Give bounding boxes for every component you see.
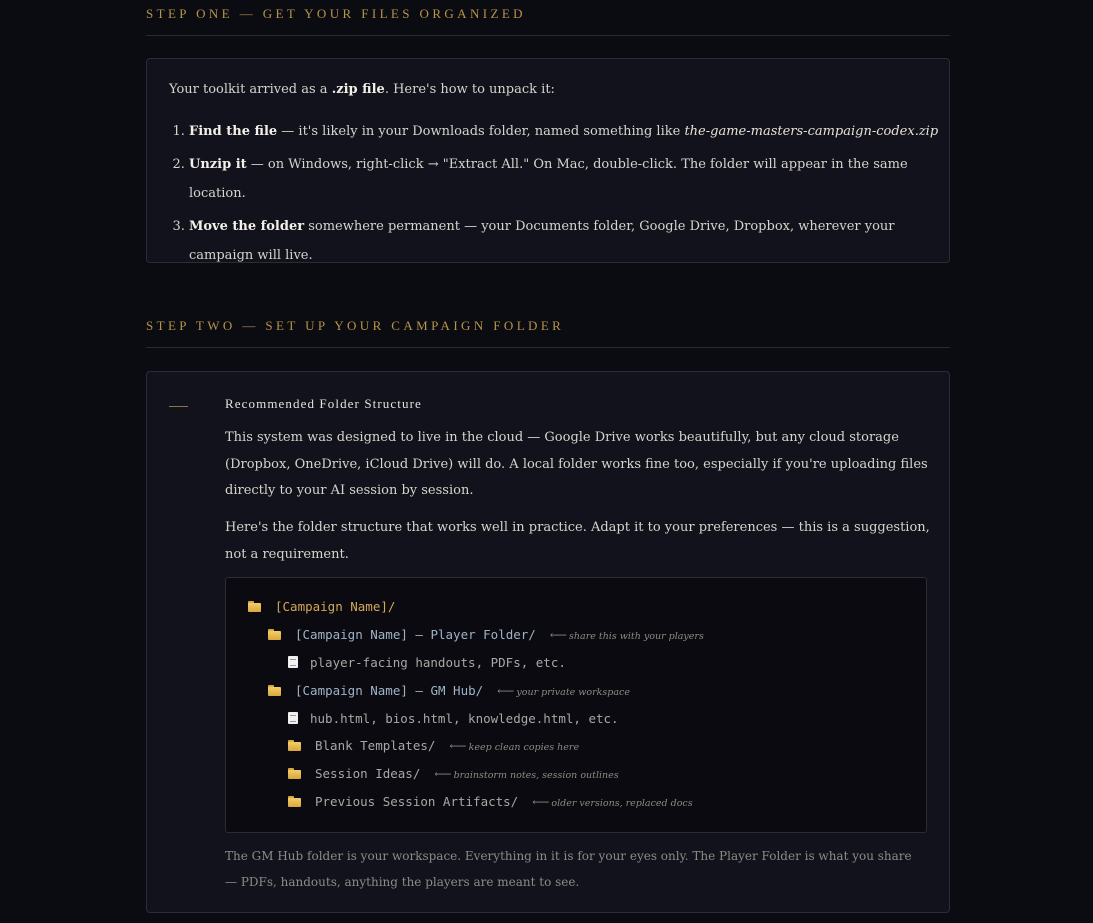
gm-hub-footnote: The GM Hub folder is your workspace. Everything in it is for your eyes only. The Player Folder is what you share — PDFs, handouts, anything the players are meant to see. [225,849,912,889]
structure-paragraph: Here's the folder structure that works well in practice. Adapt it to your preferences — this is a suggestion, not a requirement. [225,520,930,562]
item-text: — on Windows, right-click → "Extract All." On Mac, double-click. The folder will appear in the same location. [189,157,908,201]
step-two-section [146,318,950,348]
tree-label: player-facing handouts, PDFs, etc. [310,655,566,670]
folder-icon [248,603,262,612]
step-two-heading: STEP TWO — SET UP YOUR CAMPAIGN FOLDER [146,318,950,348]
tree-note [497,684,630,698]
folder-icon [288,770,302,779]
left-arrow-icon: ⟵ [434,767,452,781]
item-bold: Move the folder [189,219,305,234]
note-text: your private workspace [516,687,630,698]
cloud-paragraph: This system was designed to live in the cloud — Google Drive works beautifully, but any cloud storage (Dropbox, OneDrive, iCloud Drive) will do. A local folder works fine too, especially if you're uploading files directly to your AI session by session. [225,430,928,498]
step-one-section [146,6,950,36]
folder-icon [288,798,302,807]
step-one-heading: STEP ONE — GET YOUR FILES ORGANIZED [146,6,950,36]
list-item [189,212,949,270]
folder-icon [288,742,302,751]
unpack-steps-list [169,117,949,274]
left-arrow-icon: ⟵ [532,795,550,809]
file-icon [288,712,298,724]
tree-note [434,767,619,781]
tree-row-root [248,597,395,617]
tree-row-player-folder [268,625,704,645]
note-text: share this with your players [569,631,704,642]
note-text: keep clean copies here [468,742,580,753]
unpack-intro [169,82,555,97]
tree-row-session-ideas [288,764,619,784]
intro-zip-bold: .zip file [331,82,385,97]
folder-icon [268,687,282,696]
gold-dash-divider [169,406,188,407]
intro-text: Your toolkit arrived as a [169,82,332,97]
note-text: older versions, replaced docs [551,798,693,809]
tree-row-hub-files [288,709,619,729]
intro-text-end: . Here's how to unpack it: [384,82,555,97]
left-arrow-icon: ⟵ [497,684,515,698]
item-text: somewhere permanent — your Documents folder, Google Drive, Dropbox, wherever your campaign will live. [189,219,895,263]
folder-icon [268,631,282,640]
item-text: — it's likely in your Downloads folder, named something like [277,124,685,139]
list-item [189,150,949,208]
tree-row-previous-artifacts [288,792,693,812]
card-title: Recommended Folder Structure [225,396,422,411]
folder-tree [225,577,927,833]
tree-note [532,795,693,809]
left-arrow-icon: ⟵ [549,628,568,642]
item-bold: Unzip it [189,157,247,172]
unpack-card [146,58,950,263]
tree-label: [Campaign Name] — GM Hub/ [295,683,484,698]
list-item [189,117,949,146]
tree-note [449,739,580,753]
left-arrow-icon: ⟵ [449,739,467,753]
item-bold: Find the file [189,124,278,139]
tree-label: Session Ideas/ [315,766,421,781]
tree-row-gm-hub [268,681,630,701]
file-icon [288,656,298,668]
note-text: brainstorm notes, session outlines [453,770,619,781]
tree-row-handouts [288,653,566,673]
tree-label: [Campaign Name]/ [275,599,396,614]
tree-note [549,628,704,642]
tree-label: Previous Session Artifacts/ [315,794,519,809]
tree-label: hub.html, bios.html, knowledge.html, etc. [310,711,619,726]
tree-label: [Campaign Name] — Player Folder/ [295,627,536,642]
tree-label: Blank Templates/ [315,738,436,753]
tree-row-blank-templates [288,736,579,756]
folder-structure-card [146,371,950,913]
zip-filename: the-game-masters-campaign-codex.zip [684,124,939,139]
